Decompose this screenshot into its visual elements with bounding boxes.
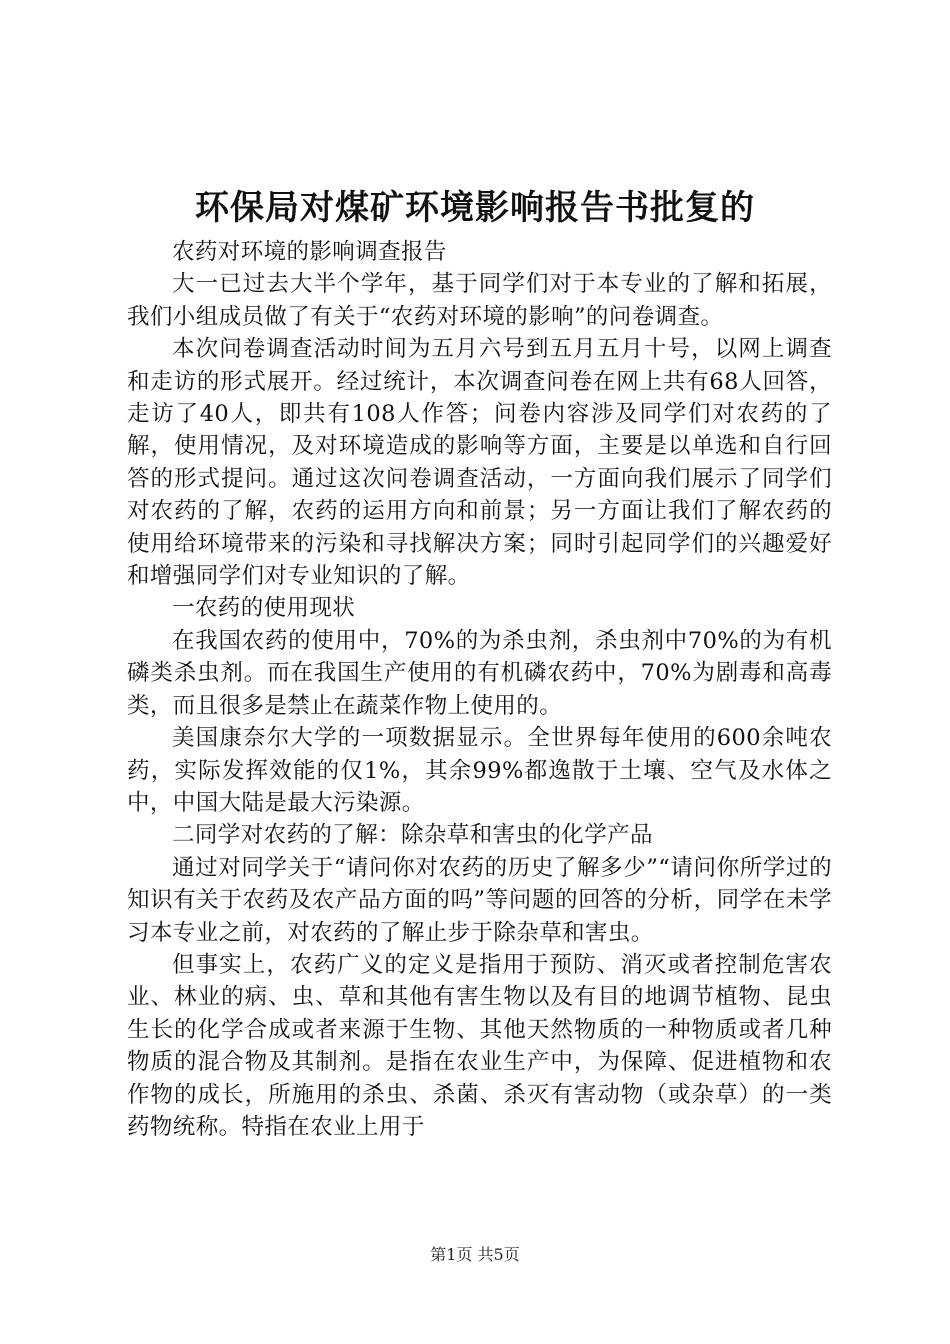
section-heading: 一农药的使用现状 <box>172 595 356 622</box>
section-heading: 二同学对农药的了解：除杂草和害虫的化学产品 <box>172 822 653 849</box>
document-title: 环保局对煤矿环境影响报告书批复的 <box>195 188 755 228</box>
body-paragraph: 美国康奈尔大学的一项数据显示。全世界每年使用的600余吨农药，实际发挥效能的仅1%，其余99%都逸散于土壤、空气及水体之中，中国大陆是最大污染源。 <box>127 725 832 816</box>
body-paragraph: 在我国农药的使用中，70%的为杀虫剂，杀虫剂中70%的为有机磷类杀虫剂。而在我国生产使用的有机磷农药中，70%为剧毒和高毒类，而且很多是禁止在蔬菜作物上使用的。 <box>127 627 832 719</box>
body-paragraph: 本次问卷调查活动时间为五月六号到五月五月十号，以网上调查和走访的形式展开。经过统计，本次调查问卷在网上共有68人回答，走访了40人，即共有108人作答；问卷内容涉及同学们对农药的了解，使用情况，及对环境造成的影响等方面，主要是以单选和自行回答的形式提问。通过这次问卷调查活动，一方面向我们展示了同学们对农药的了解，农药的运用方向和前景；另一方面让我们了解农药的使用给环境带来的污染和寻找解决方案；同时引起同学们的兴趣爱好和增强同学们对专业知识的了解。 <box>127 336 832 590</box>
section-heading: 农药对环境的影响调查报告 <box>172 239 447 265</box>
document-body <box>127 236 832 1143</box>
body-paragraph: 通过对同学关于“请问你对农药的历史了解多少”“请问你所学过的知识有关于农药及农产品方面的吗”等问题的回答的分析，同学在未学习本专业之前，对农药的了解止步于除杂草和害虫。 <box>127 854 832 946</box>
body-paragraph: 大一已过去大半个学年，基于同学们对于本专业的了解和拓展，我们小组成员做了有关于“农药对环境的影响”的问卷调查。 <box>127 271 832 330</box>
body-paragraph: 但事实上，农药广义的定义是指用于预防、消灭或者控制危害农业、林业的病、虫、草和其他有害生物以及有目的地调节植物、昆虫生长的化学合成或者来源于生物、其他天然物质的一种物质或者几种物质的混合物及其制剂。是指在农业生产中，为保障、促进植物和农作物的成长，所施用的杀虫、杀菌、杀灭有害动物（或杂草）的一类药物统称。特指在农业上用于 <box>127 951 832 1140</box>
page-number-footer: 第1页 共5页 <box>430 1245 520 1264</box>
